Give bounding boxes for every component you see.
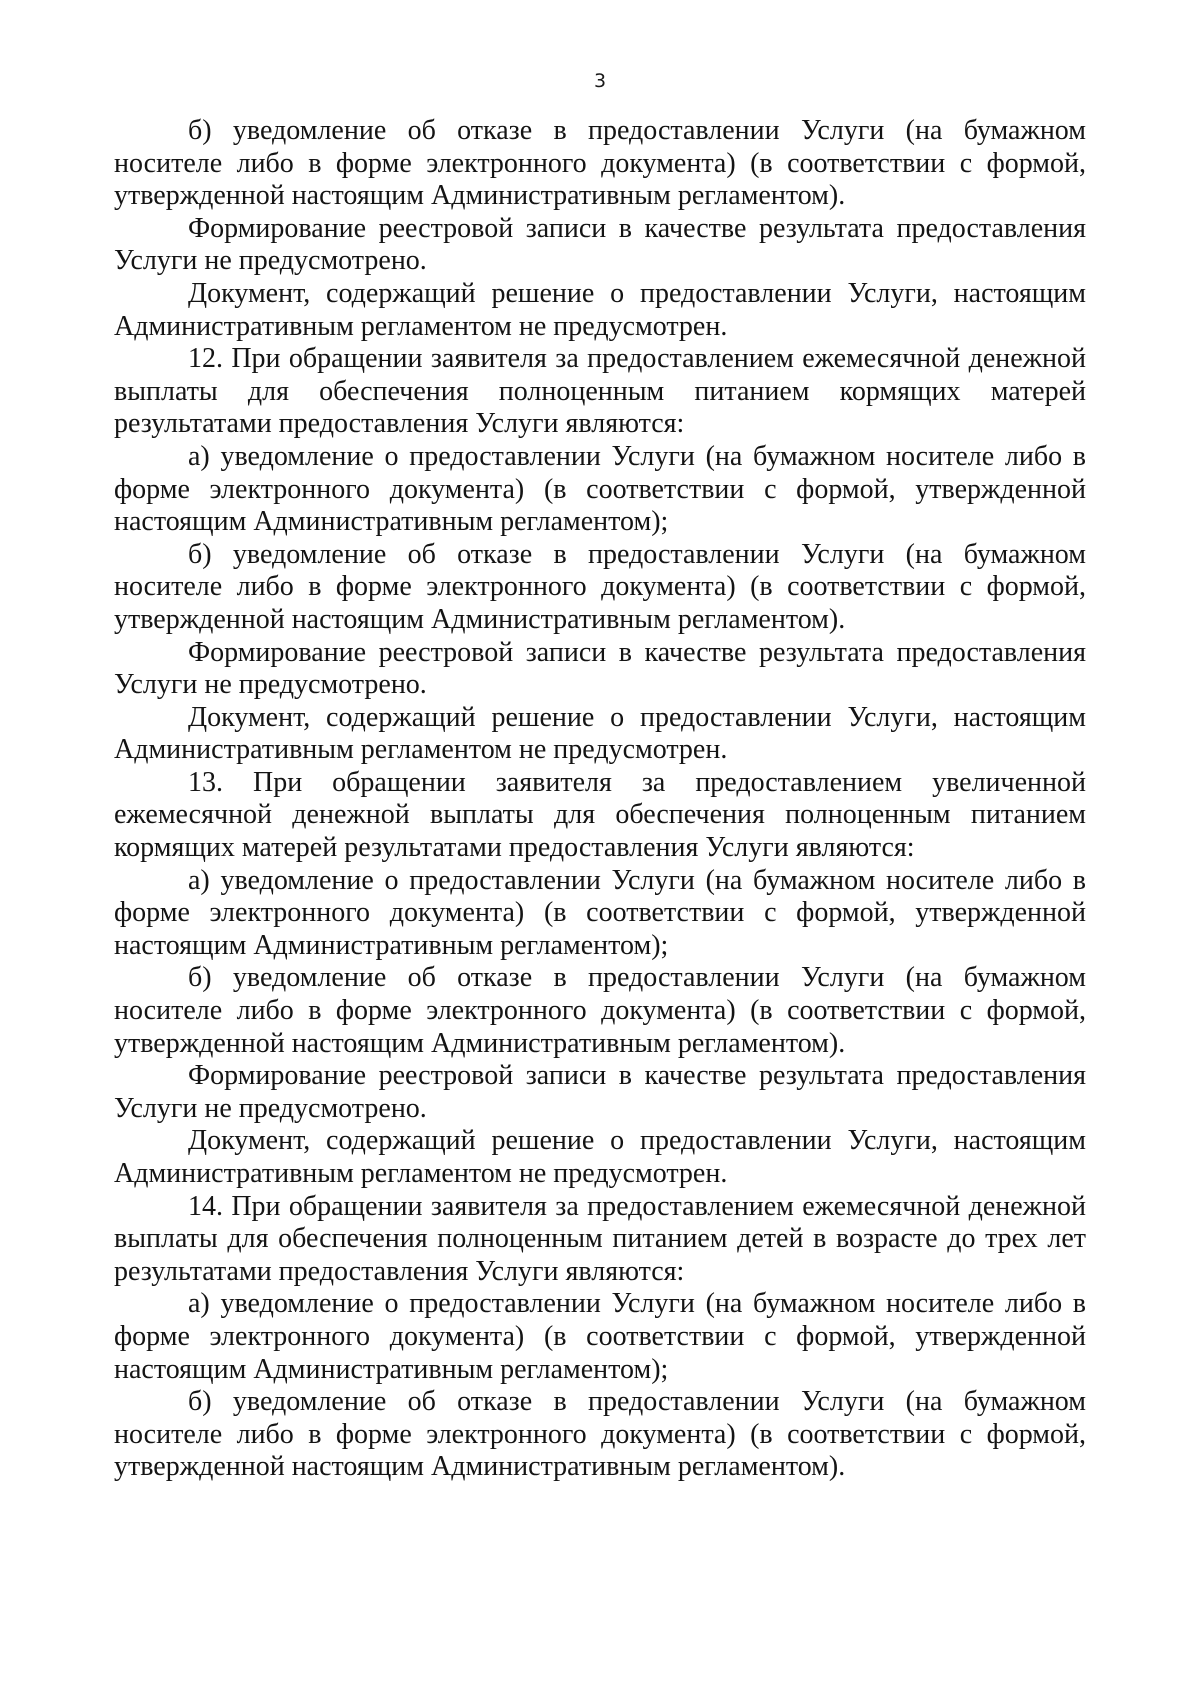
- page-number: 3: [593, 70, 607, 92]
- document-body: [114, 115, 1086, 1484]
- paragraph-12-decision-document: Документ, содержащий решение о предоставлении Услуги, настоящим Административным регламентом не предусмотрен.: [114, 701, 1086, 766]
- paragraph-13b-refusal-notice: б) уведомление об отказе в предоставлении Услуги (на бумажном носителе либо в форме электронного документа) (в соответствии с формой, утвержденной настоящим Административным регламентом).: [114, 962, 1086, 1059]
- paragraph-12b-refusal-notice: б) уведомление об отказе в предоставлении Услуги (на бумажном носителе либо в форме электронного документа) (в соответствии с формой, утвержденной настоящим Административным регламентом).: [114, 538, 1086, 635]
- paragraph-13a-grant-notice: а) уведомление о предоставлении Услуги (на бумажном носителе либо в форме электронного документа) (в соответствии с формой, утвержденной настоящим Административным регламентом);: [114, 864, 1086, 961]
- paragraph-12-registry-record: Формирование реестровой записи в качестве результата предоставления Услуги не предусмотрено.: [114, 636, 1086, 701]
- paragraph-item-14: 14. При обращении заявителя за предоставлением ежемесячной денежной выплаты для обеспечения полноценным питанием детей в возрасте до трех лет результатами предоставления Услуги являются:: [114, 1190, 1086, 1287]
- paragraph-14a-grant-notice: а) уведомление о предоставлении Услуги (на бумажном носителе либо в форме электронного документа) (в соответствии с формой, утвержденной настоящим Административным регламентом);: [114, 1288, 1086, 1385]
- paragraph-decision-document: Документ, содержащий решение о предоставлении Услуги, настоящим Административным регламентом не предусмотрен.: [114, 277, 1086, 342]
- paragraph-item-13: 13. При обращении заявителя за предоставлением увеличенной ежемесячной денежной выплаты для обеспечения полноценным питанием кормящих матерей результатами предоставления Услуги являются:: [114, 766, 1086, 864]
- paragraph-registry-record: Формирование реестровой записи в качестве результата предоставления Услуги не предусмотрено.: [114, 212, 1086, 277]
- paragraph-12a-grant-notice: а) уведомление о предоставлении Услуги (на бумажном носителе либо в форме электронного документа) (в соответствии с формой, утвержденной настоящим Административным регламентом);: [114, 440, 1086, 538]
- paragraph-item-12: 12. При обращении заявителя за предоставлением ежемесячной денежной выплаты для обеспечения полноценным питанием кормящих матерей результатами предоставления Услуги являются:: [114, 343, 1086, 440]
- paragraph-13-registry-record: Формирование реестровой записи в качестве результата предоставления Услуги не предусмотрено.: [114, 1060, 1086, 1124]
- paragraph-14b-refusal-notice: б) уведомление об отказе в предоставлении Услуги (на бумажном носителе либо в форме электронного документа) (в соответствии с формой, утвержденной настоящим Административным регламентом).: [114, 1386, 1086, 1483]
- paragraph-1b-refusal-notice: б) уведомление об отказе в предоставлении Услуги (на бумажном носителе либо в форме электронного документа) (в соответствии с формой, утвержденной настоящим Административным регламентом).: [114, 115, 1086, 212]
- paragraph-13-decision-document: Документ, содержащий решение о предоставлении Услуги, настоящим Административным регламентом не предусмотрен.: [114, 1125, 1086, 1189]
